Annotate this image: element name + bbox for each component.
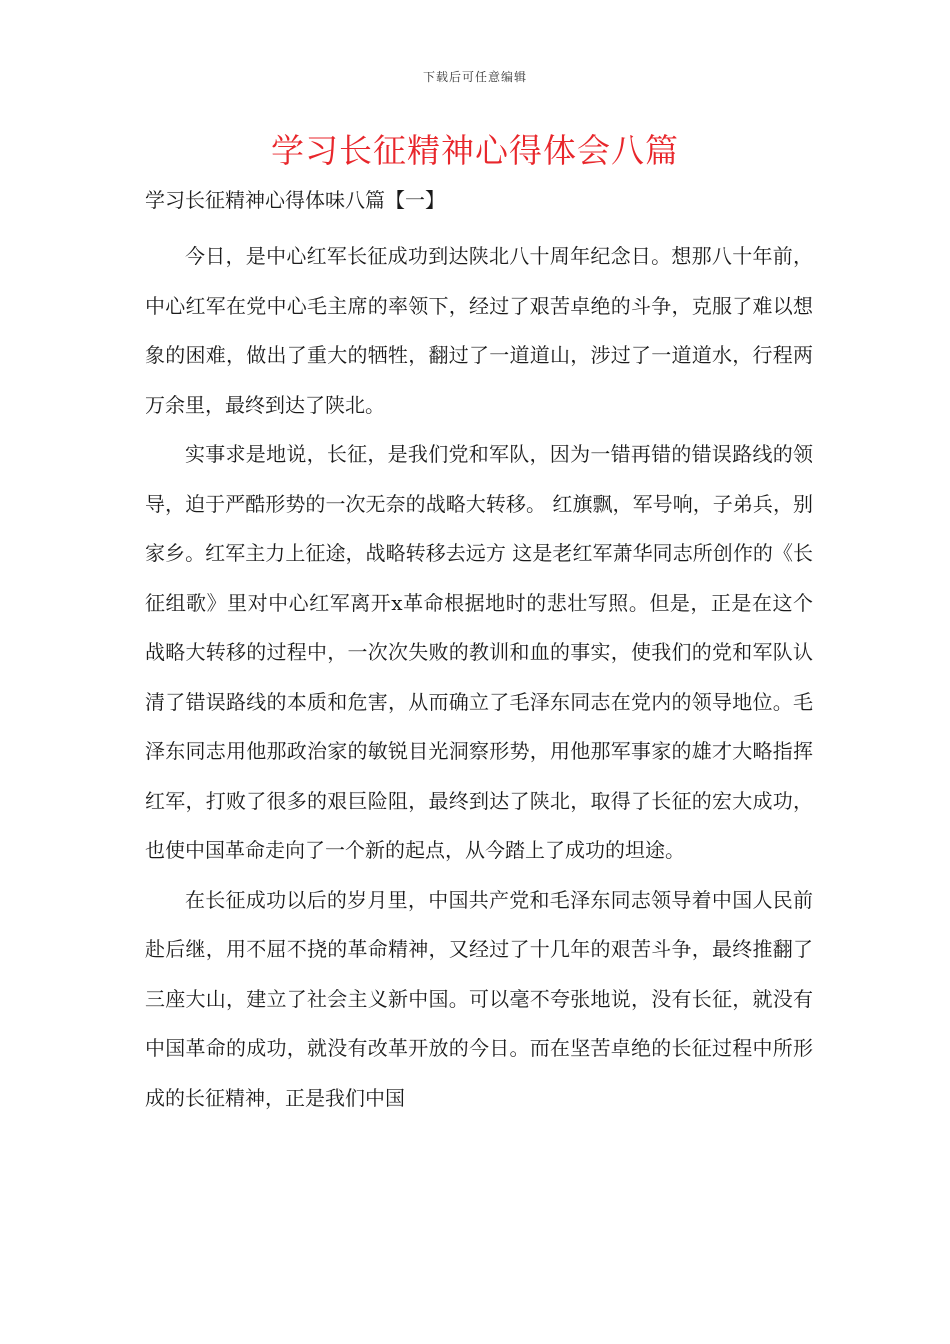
header-note: 下载后可任意编辑 [422,70,527,84]
paragraph-1: 今日，是中心红军长征成功到达陕北八十周年纪念日。想那八十年前，中心红军在党中心毛主席的率领下，经过了艰苦卓绝的斗争，克服了难以想象的困难，做出了重大的牺牲，翻过了一道道山，涉过了一道道水，行程两万余里，最终到达了陕北。 [145,244,813,417]
section-heading: 学习长征精神心得体味八篇【一】 [145,188,445,212]
document-title: 学习长征精神心得体会八篇 [271,131,679,170]
paragraph-3: 在长征成功以后的岁月里，中国共产党和毛泽东同志领导着中国人民前赴后继，用不屈不挠的革命精神，又经过了十几年的艰苦斗争，最终推翻了三座大山，建立了社会主义新中国。可以毫不夸张地说，没有长征，就没有中国革命的成功，就没有改革开放的今日。而在坚苦卓绝的长征过程中所形成的长征精神，正是我们中国 [145,887,813,1110]
document-body [145,232,813,1123]
paragraph-2: 实事求是地说，长征，是我们党和军队，因为一错再错的错误路线的领导，迫于严酷形势的一次无奈的战略大转移。 红旗飘，军号响，子弟兵，别家乡。红军主力上征途，战略转移去远方 这是老红军萧华同志所创作的《长征组歌》里对中心红军离开x革命根据地时的悲壮写照。但是，正是在这个战略大转移的过程中，一次次失败的教训和血的事实，使我们的党和军队认清了错误路线的本质和危害，从而确立了毛泽东同志在党内的领导地位。毛泽东同志用他那政治家的敏锐目光洞察形势，用他那军事家的雄才大略指挥红军，打败了很多的艰巨险阻，最终到达了陕北，取得了长征的宏大成功，也使中国革命走向了一个新的起点，从今踏上了成功的坦途。 [145,442,813,862]
